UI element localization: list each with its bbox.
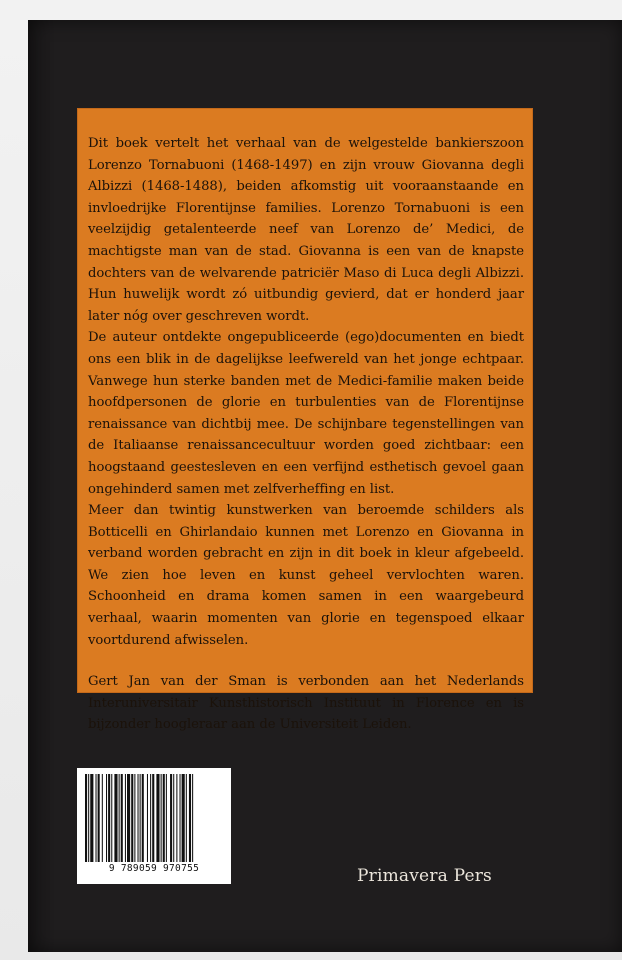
blurb-paragraph-story: Dit boek vertelt het verhaal van de welgestelde bankierszoon Lorenzo Tornabuoni (1468-1497) en zijn vrouw Giovanna degli Albizzi (1468-1488), beiden afkomstig uit vooraanstaande en invloedrijke Florentijnse families. Lorenzo Tornabuoni is een veelzijdig getalenteerde neef van Lorenzo de’ Medici, de machtigste man van de stad. Giovanna is een van de knapste dochters van de welvarende patriciër Maso di Luca degli Albizzi. Hun huwelijk wordt zó uitbundig gevierd, dat er honderd jaar later nóg over geschreven wordt. bbox=[88, 136, 524, 324]
barcode-bar bbox=[111, 774, 112, 862]
barcode-bar bbox=[140, 774, 141, 862]
publisher-name: Primavera Pers bbox=[357, 866, 492, 886]
barcode-bar bbox=[114, 774, 117, 862]
barcode-bar bbox=[176, 774, 177, 862]
barcode-bar bbox=[90, 774, 93, 862]
barcode-bar bbox=[173, 774, 174, 862]
barcode-bar bbox=[96, 774, 97, 862]
barcode-bar bbox=[85, 774, 87, 862]
barcode-bar bbox=[134, 774, 135, 862]
barcode-bar bbox=[127, 774, 130, 862]
barcode-bar bbox=[131, 774, 133, 862]
blurb-paragraph-artworks: Meer dan twintig kunstwerken van beroemde schilders als Botticelli en Ghirlandaio kunnen met Lorenzo en Giovanna in verband worden gebracht en zijn in dit boek in kleur afgebeeld. We zien hoe leven en kunst geheel vervlochten waren. Schoonheid en drama komen samen in een waargebeurd verhaal, waarin momenten van glorie en tegenspoed elkaar voortdurend afwisselen. bbox=[88, 503, 524, 648]
blurb-panel bbox=[77, 108, 533, 733]
barcode-bars bbox=[83, 774, 225, 862]
isbn-digits: 9 789059 970755 bbox=[108, 863, 200, 874]
barcode-bar bbox=[192, 774, 193, 862]
barcode-bar bbox=[152, 774, 154, 862]
barcode-bar bbox=[88, 774, 89, 862]
barcode-bar bbox=[180, 774, 181, 862]
barcode-bar bbox=[121, 774, 123, 862]
barcode-bar bbox=[166, 774, 167, 862]
barcode-bar bbox=[138, 774, 139, 862]
barcode-bar bbox=[142, 774, 144, 862]
isbn-barcode bbox=[77, 768, 231, 884]
barcode-bar bbox=[102, 774, 103, 862]
barcode-bar bbox=[98, 774, 100, 862]
barcode-bar bbox=[156, 774, 159, 862]
barcode-bar bbox=[161, 774, 162, 862]
barcode-bar bbox=[147, 774, 148, 862]
barcode-bar bbox=[163, 774, 165, 862]
barcode-bar bbox=[170, 774, 172, 862]
author-note: Gert Jan van der Sman is verbonden aan het Nederlands Interuniversitair Kunsthistorisch Instituut in Florence en is bijzonder hoogleraar aan de Universiteit Leiden. bbox=[88, 674, 524, 733]
barcode-bar bbox=[150, 774, 151, 862]
barcode-bar bbox=[189, 774, 191, 862]
barcode-bar bbox=[125, 774, 126, 862]
blurb-text bbox=[88, 133, 524, 736]
barcode-bar bbox=[119, 774, 120, 862]
spine-shadow bbox=[28, 20, 56, 952]
barcode-bar bbox=[186, 774, 187, 862]
barcode-bar bbox=[108, 774, 110, 862]
barcode-bar bbox=[182, 774, 185, 862]
blurb-paragraph-documents: De auteur ontdekte ongepubliceerde (ego)documenten en biedt ons een blik in de dagelijkse leefwereld van het jonge echtpaar. Vanwege hun sterke banden met de Medici-familie maken beide hoofdpersonen de glorie en turbulenties van de Florentijnse renaissance van dichtbij mee. De schijnbare tegenstellingen van de Italiaanse renaissancecultuur worden goed zichtbaar: een hoogstaand geestesleven en een verfijnd esthetisch gevoel gaan ongehinderd samen met zelfverheffing en list. bbox=[88, 330, 524, 497]
barcode-bar bbox=[106, 774, 107, 862]
